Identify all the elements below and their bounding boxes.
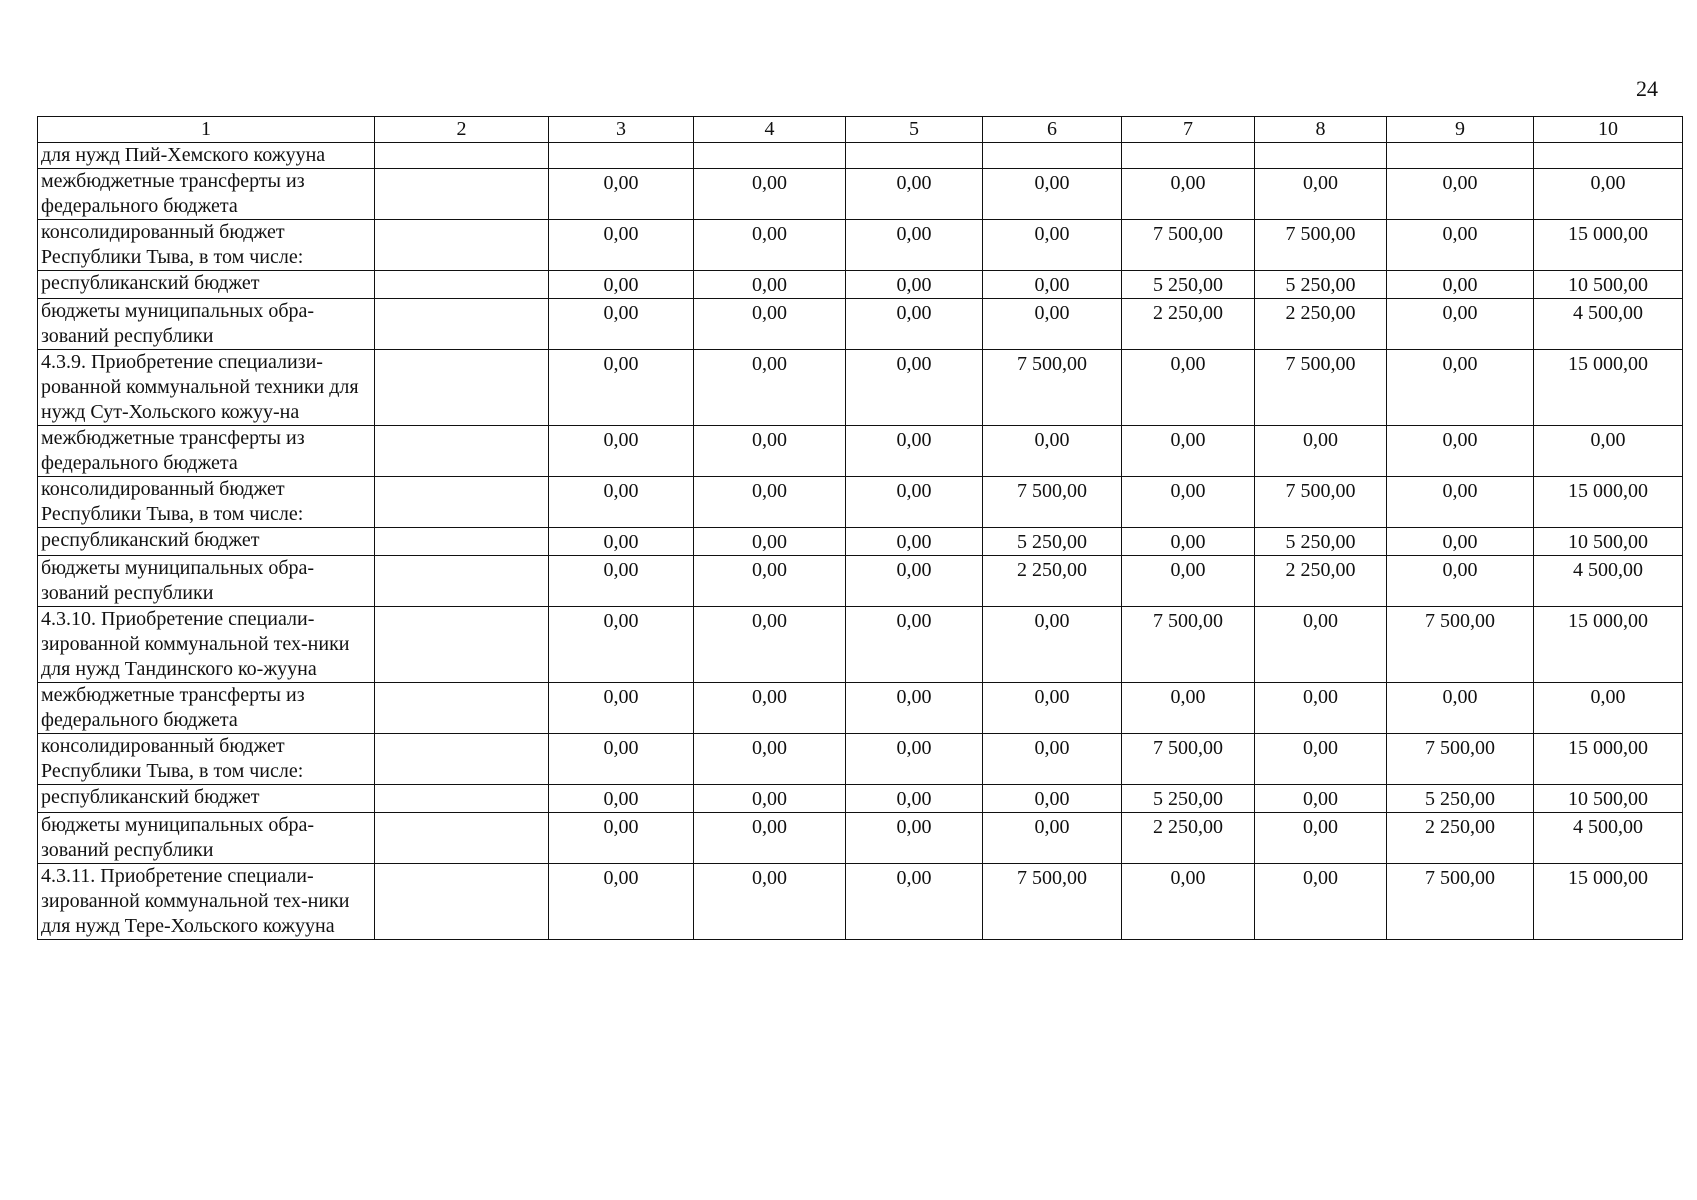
table-row xyxy=(38,813,1683,864)
value-cell: 0,00 xyxy=(1534,426,1683,477)
column-number-row xyxy=(38,117,1683,143)
value-cell: 0,00 xyxy=(694,299,846,350)
value-cell: 0,00 xyxy=(694,734,846,785)
value-cell: 0,00 xyxy=(549,528,694,556)
value-cell: 15 000,00 xyxy=(1534,220,1683,271)
value-cell xyxy=(375,271,549,299)
table-row xyxy=(38,220,1683,271)
value-cell: 5 250,00 xyxy=(1387,785,1534,813)
value-cell: 7 500,00 xyxy=(983,864,1122,940)
column-header: 7 xyxy=(1122,117,1255,143)
value-cell: 7 500,00 xyxy=(1122,220,1255,271)
table-row xyxy=(38,477,1683,528)
row-label: бюджеты муниципальных обра-зований республики xyxy=(38,556,375,607)
column-header: 4 xyxy=(694,117,846,143)
value-cell xyxy=(375,143,549,169)
row-label: 4.3.11. Приобретение специали-зированной коммунальной тех-ники для нужд Тере-Хольского кожууна xyxy=(38,864,375,940)
value-cell xyxy=(375,734,549,785)
value-cell: 0,00 xyxy=(1255,607,1387,683)
value-cell: 0,00 xyxy=(549,426,694,477)
table-body xyxy=(38,143,1683,940)
value-cell: 5 250,00 xyxy=(1255,271,1387,299)
value-cell: 2 250,00 xyxy=(983,556,1122,607)
table-row xyxy=(38,169,1683,220)
value-cell: 0,00 xyxy=(694,169,846,220)
value-cell: 0,00 xyxy=(846,785,983,813)
value-cell: 0,00 xyxy=(1387,426,1534,477)
value-cell: 0,00 xyxy=(846,528,983,556)
column-header: 9 xyxy=(1387,117,1534,143)
value-cell: 0,00 xyxy=(694,426,846,477)
value-cell: 0,00 xyxy=(549,607,694,683)
value-cell xyxy=(375,683,549,734)
value-cell: 7 500,00 xyxy=(1122,734,1255,785)
value-cell xyxy=(846,143,983,169)
row-label: бюджеты муниципальных обра-зований республики xyxy=(38,299,375,350)
value-cell: 15 000,00 xyxy=(1534,734,1683,785)
value-cell xyxy=(375,350,549,426)
value-cell: 2 250,00 xyxy=(1122,813,1255,864)
value-cell: 15 000,00 xyxy=(1534,864,1683,940)
value-cell: 0,00 xyxy=(1255,734,1387,785)
value-cell xyxy=(375,785,549,813)
value-cell: 7 500,00 xyxy=(1255,220,1387,271)
table-row xyxy=(38,350,1683,426)
value-cell: 4 500,00 xyxy=(1534,813,1683,864)
value-cell: 7 500,00 xyxy=(1255,350,1387,426)
value-cell: 0,00 xyxy=(846,350,983,426)
value-cell: 0,00 xyxy=(694,350,846,426)
value-cell: 0,00 xyxy=(846,477,983,528)
value-cell: 0,00 xyxy=(983,426,1122,477)
value-cell: 7 500,00 xyxy=(1122,607,1255,683)
value-cell: 0,00 xyxy=(1255,169,1387,220)
value-cell: 0,00 xyxy=(983,734,1122,785)
value-cell: 0,00 xyxy=(846,299,983,350)
table-row xyxy=(38,734,1683,785)
value-cell xyxy=(983,143,1122,169)
value-cell: 0,00 xyxy=(549,734,694,785)
value-cell: 0,00 xyxy=(694,607,846,683)
table-row xyxy=(38,299,1683,350)
value-cell: 0,00 xyxy=(1255,813,1387,864)
value-cell: 15 000,00 xyxy=(1534,607,1683,683)
value-cell: 0,00 xyxy=(1387,299,1534,350)
row-label: консолидированный бюджет Республики Тыва, в том числе: xyxy=(38,220,375,271)
table-row xyxy=(38,864,1683,940)
value-cell: 0,00 xyxy=(1122,556,1255,607)
value-cell: 0,00 xyxy=(549,350,694,426)
row-label: консолидированный бюджет Республики Тыва, в том числе: xyxy=(38,734,375,785)
value-cell: 0,00 xyxy=(1387,220,1534,271)
value-cell: 7 500,00 xyxy=(983,477,1122,528)
value-cell xyxy=(375,477,549,528)
value-cell: 0,00 xyxy=(846,607,983,683)
value-cell: 0,00 xyxy=(549,169,694,220)
value-cell: 0,00 xyxy=(549,683,694,734)
value-cell: 0,00 xyxy=(1387,271,1534,299)
row-label: республиканский бюджет xyxy=(38,271,375,299)
value-cell: 0,00 xyxy=(549,477,694,528)
table-row xyxy=(38,426,1683,477)
row-label: 4.3.9. Приобретение специализи-рованной коммунальной техники для нужд Сут-Хольского кожуу-на xyxy=(38,350,375,426)
value-cell xyxy=(694,143,846,169)
value-cell: 0,00 xyxy=(694,528,846,556)
value-cell: 0,00 xyxy=(1122,169,1255,220)
value-cell: 0,00 xyxy=(983,785,1122,813)
value-cell: 0,00 xyxy=(549,864,694,940)
column-header: 5 xyxy=(846,117,983,143)
row-label: для нужд Пий-Хемского кожууна xyxy=(38,143,375,169)
value-cell: 0,00 xyxy=(694,813,846,864)
value-cell: 0,00 xyxy=(694,271,846,299)
value-cell: 0,00 xyxy=(1387,169,1534,220)
value-cell: 7 500,00 xyxy=(1387,864,1534,940)
value-cell xyxy=(549,143,694,169)
value-cell: 0,00 xyxy=(846,271,983,299)
value-cell: 7 500,00 xyxy=(1387,607,1534,683)
value-cell: 0,00 xyxy=(846,813,983,864)
table-row xyxy=(38,271,1683,299)
row-label: республиканский бюджет xyxy=(38,528,375,556)
value-cell: 4 500,00 xyxy=(1534,556,1683,607)
value-cell: 0,00 xyxy=(846,683,983,734)
value-cell: 5 250,00 xyxy=(983,528,1122,556)
row-label: межбюджетные трансферты из федерального бюджета xyxy=(38,426,375,477)
row-label: республиканский бюджет xyxy=(38,785,375,813)
value-cell: 0,00 xyxy=(694,556,846,607)
row-label: межбюджетные трансферты из федерального бюджета xyxy=(38,169,375,220)
budget-table xyxy=(37,116,1683,940)
value-cell: 0,00 xyxy=(1122,426,1255,477)
table-row xyxy=(38,528,1683,556)
value-cell xyxy=(375,864,549,940)
value-cell: 0,00 xyxy=(1534,169,1683,220)
value-cell: 0,00 xyxy=(1534,683,1683,734)
value-cell: 0,00 xyxy=(1255,864,1387,940)
value-cell: 0,00 xyxy=(1122,683,1255,734)
value-cell xyxy=(375,813,549,864)
column-header: 8 xyxy=(1255,117,1387,143)
column-header: 1 xyxy=(38,117,375,143)
value-cell: 0,00 xyxy=(846,426,983,477)
value-cell: 0,00 xyxy=(549,785,694,813)
value-cell: 7 500,00 xyxy=(1255,477,1387,528)
value-cell: 0,00 xyxy=(1122,864,1255,940)
value-cell: 15 000,00 xyxy=(1534,477,1683,528)
value-cell: 7 500,00 xyxy=(983,350,1122,426)
value-cell: 0,00 xyxy=(983,299,1122,350)
value-cell: 0,00 xyxy=(1255,426,1387,477)
value-cell xyxy=(375,299,549,350)
value-cell: 2 250,00 xyxy=(1255,299,1387,350)
value-cell: 0,00 xyxy=(846,169,983,220)
value-cell: 0,00 xyxy=(549,299,694,350)
value-cell: 0,00 xyxy=(549,271,694,299)
value-cell: 10 500,00 xyxy=(1534,271,1683,299)
value-cell: 0,00 xyxy=(846,556,983,607)
value-cell: 5 250,00 xyxy=(1122,785,1255,813)
value-cell: 0,00 xyxy=(1387,556,1534,607)
value-cell xyxy=(375,169,549,220)
value-cell xyxy=(375,607,549,683)
value-cell: 0,00 xyxy=(1122,477,1255,528)
value-cell xyxy=(1122,143,1255,169)
column-header: 10 xyxy=(1534,117,1683,143)
value-cell: 0,00 xyxy=(1387,683,1534,734)
value-cell xyxy=(375,220,549,271)
value-cell: 0,00 xyxy=(983,683,1122,734)
column-header: 6 xyxy=(983,117,1122,143)
value-cell: 0,00 xyxy=(846,864,983,940)
value-cell: 4 500,00 xyxy=(1534,299,1683,350)
value-cell: 0,00 xyxy=(1387,477,1534,528)
value-cell: 0,00 xyxy=(694,864,846,940)
value-cell xyxy=(375,528,549,556)
value-cell: 0,00 xyxy=(694,683,846,734)
value-cell: 7 500,00 xyxy=(1387,734,1534,785)
value-cell: 0,00 xyxy=(846,220,983,271)
column-header: 2 xyxy=(375,117,549,143)
value-cell: 0,00 xyxy=(983,220,1122,271)
value-cell: 0,00 xyxy=(694,220,846,271)
value-cell xyxy=(375,556,549,607)
value-cell: 0,00 xyxy=(846,734,983,785)
row-label: 4.3.10. Приобретение специали-зированной коммунальной тех-ники для нужд Тандинского ко-жууна xyxy=(38,607,375,683)
value-cell: 0,00 xyxy=(694,477,846,528)
value-cell: 0,00 xyxy=(983,813,1122,864)
value-cell xyxy=(1255,143,1387,169)
value-cell xyxy=(375,426,549,477)
row-label: консолидированный бюджет Республики Тыва, в том числе: xyxy=(38,477,375,528)
value-cell: 0,00 xyxy=(549,813,694,864)
value-cell: 10 500,00 xyxy=(1534,785,1683,813)
value-cell: 0,00 xyxy=(694,785,846,813)
value-cell: 0,00 xyxy=(983,607,1122,683)
value-cell: 0,00 xyxy=(1122,350,1255,426)
value-cell: 0,00 xyxy=(1255,785,1387,813)
value-cell: 0,00 xyxy=(983,169,1122,220)
table-row xyxy=(38,607,1683,683)
value-cell: 0,00 xyxy=(983,271,1122,299)
value-cell: 5 250,00 xyxy=(1255,528,1387,556)
value-cell xyxy=(1534,143,1683,169)
page-number: 24 xyxy=(1636,76,1658,101)
row-label: бюджеты муниципальных обра-зований республики xyxy=(38,813,375,864)
value-cell: 10 500,00 xyxy=(1534,528,1683,556)
table-row xyxy=(38,143,1683,169)
table-row xyxy=(38,785,1683,813)
value-cell: 0,00 xyxy=(549,556,694,607)
column-header: 3 xyxy=(549,117,694,143)
row-label: межбюджетные трансферты из федерального бюджета xyxy=(38,683,375,734)
value-cell: 0,00 xyxy=(549,220,694,271)
value-cell: 2 250,00 xyxy=(1255,556,1387,607)
value-cell: 0,00 xyxy=(1122,528,1255,556)
value-cell: 0,00 xyxy=(1387,350,1534,426)
table-row xyxy=(38,683,1683,734)
value-cell: 15 000,00 xyxy=(1534,350,1683,426)
table-row xyxy=(38,556,1683,607)
value-cell: 0,00 xyxy=(1387,528,1534,556)
value-cell: 2 250,00 xyxy=(1122,299,1255,350)
value-cell: 2 250,00 xyxy=(1387,813,1534,864)
value-cell: 0,00 xyxy=(1255,683,1387,734)
value-cell: 5 250,00 xyxy=(1122,271,1255,299)
value-cell xyxy=(1387,143,1534,169)
